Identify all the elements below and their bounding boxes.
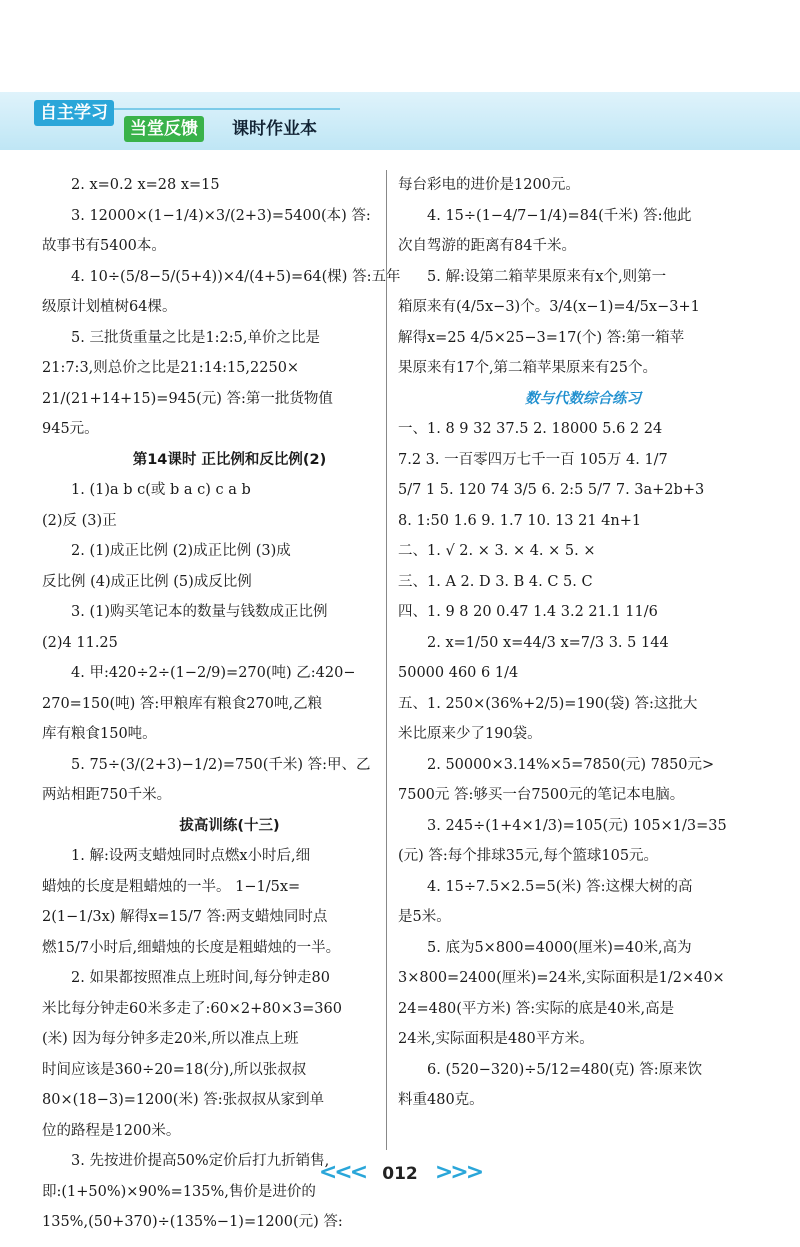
text-line: 即:(1+50%)×90%=135%,售价是进价的 [42, 1183, 316, 1200]
text-line: (2)反 (3)正 [42, 512, 117, 529]
text-line: 80×(18−3)=1200(米) 答:张叔叔从家到单 [42, 1092, 325, 1108]
text-line: (元) 答:每个排球35元,每个篮球105元。 [398, 848, 659, 864]
text-line: 270=150(吨) 答:甲粮库有粮食270吨,乙粮 [42, 695, 323, 712]
text-line: 945元。 [42, 421, 99, 437]
text-line: 二、1. √ 2. × 3. × 4. × 5. × [398, 543, 596, 559]
text-line: 2. 50000×3.14%×5=7850(元) 7850元> [427, 756, 715, 773]
text-line: 21/(21+14+15)=945(元) 答:第一批货物值 [42, 390, 333, 407]
text-line: 3. 先按进价提高50%定价后打九折销售, [71, 1153, 330, 1169]
text-line: 3. 12000×(1−1/4)×3/(2+3)=5400(本) 答: [71, 207, 371, 224]
header-band [0, 92, 800, 150]
text-line: 3. 245÷(1+4×1/3)=105(元) 105×1/3=35 [427, 817, 727, 834]
section-heading: 拔高训练(十三) [179, 817, 280, 834]
text-line: 料重480克。 [398, 1092, 484, 1108]
text-line: 4. 甲:420÷2÷(1−2/9)=270(吨) 乙:420− [71, 665, 356, 681]
text-line: 135%,(50+370)÷(135%−1)=1200(元) 答: [42, 1214, 343, 1230]
text-line: 2(1−1/3x) 解得x=15/7 答:两支蜡烛同时点 [42, 909, 328, 925]
text-line: 3×800=2400(厘米)=24米,实际面积是1/2×40× [398, 970, 725, 986]
header-tag-self-study: 自主学习 [34, 100, 114, 126]
text-line: 7500元 答:够买一台7500元的笔记本电脑。 [398, 787, 685, 803]
text-line: (米) 因为每分钟多走20米,所以准点上班 [42, 1031, 299, 1047]
text-line: 50000 460 6 1/4 [398, 665, 519, 681]
text-line: 库有粮食150吨。 [42, 726, 157, 742]
text-line: 5. 解:设第二箱苹果原来有x个,则第一 [427, 268, 667, 285]
text-line: 位的路程是1200米。 [42, 1122, 181, 1139]
text-line: 4. 10÷(5/8−5/(5+4))×4/(4+5)=64(棵) 答:五年 [71, 268, 401, 285]
text-line: 故事书有5400本。 [42, 238, 166, 254]
left-column [42, 170, 417, 1238]
text-line: 5. 三批货重量之比是1:2:5,单价之比是 [71, 329, 320, 346]
text-line: 5/7 1 5. 120 74 3/5 6. 2:5 5/7 7. 3a+2b+3 [398, 482, 705, 498]
text-line: 箱原来有(4/5x−3)个。3/4(x−1)=4/5x−3+1 [398, 299, 700, 315]
text-line: 是5米。 [398, 909, 451, 925]
text-line: 5. 75÷(3/(2+3)−1/2)=750(千米) 答:甲、乙 [71, 756, 371, 773]
section-heading: 第14课时 正比例和反比例(2) [132, 451, 327, 468]
right-column [398, 170, 768, 1116]
text-line: 四、1. 9 8 20 0.47 1.4 3.2 21.1 11/6 [398, 604, 658, 620]
right-arrows-icon: >>> [434, 1160, 482, 1185]
text-line: (2)4 11.25 [42, 634, 118, 651]
text-line: 21:7:3,则总价之比是21:14:15,2250× [42, 360, 300, 376]
text-line: 时间应该是360÷20=18(分),所以张叔叔 [42, 1061, 307, 1078]
page-number: 012 [382, 1164, 418, 1184]
text-line: 燃15/7小时后,细蜡烛的长度是粗蜡烛的一半。 [42, 939, 341, 956]
text-line: 两站相距750千米。 [42, 787, 172, 803]
text-line: 三、1. A 2. D 3. B 4. C 5. C [398, 573, 593, 590]
text-line: 果原来有17个,第二箱苹果原来有25个。 [398, 360, 658, 376]
header-title: 课时作业本 [232, 119, 317, 139]
text-line: 2. x=0.2 x=28 x=15 [71, 177, 220, 193]
text-line: 解得x=25 4/5×25−3=17(个) 答:第一箱苹 [398, 329, 685, 346]
text-line: 1. (1)a b c(或 b a c) c a b [71, 482, 251, 498]
text-line: 24=480(平方米) 答:实际的底是40米,高是 [398, 1000, 675, 1017]
text-line: 3. (1)购买笔记本的数量与钱数成正比例 [71, 604, 328, 620]
text-line: 7.2 3. 一百零四万七千一百 105万 4. 1/7 [398, 451, 668, 468]
text-line: 米比每分钟走60米多走了:60×2+80×3=360 [42, 1000, 342, 1017]
text-line: 2. 如果都按照准点上班时间,每分钟走80 [71, 970, 331, 986]
text-line: 5. 底为5×800=4000(厘米)=40米,高为 [427, 939, 692, 956]
text-line: 米比原来少了190袋。 [398, 726, 542, 742]
text-line: 蜡烛的长度是粗蜡烛的一半。 1−1/5x= [42, 878, 301, 895]
text-line: 4. 15÷(1−4/7−1/4)=84(千米) 答:他此 [427, 207, 692, 224]
text-line: 24米,实际面积是480平方米。 [398, 1031, 594, 1047]
text-line: 级原计划植树64棵。 [42, 299, 177, 315]
text-line: 每台彩电的进价是1200元。 [398, 177, 580, 193]
text-line: 6. (520−320)÷5/12=480(克) 答:原来饮 [427, 1061, 703, 1078]
header-rule [110, 108, 340, 110]
text-line: 一、1. 8 9 32 37.5 2. 18000 5.6 2 24 [398, 421, 663, 437]
left-arrows-icon: <<< [318, 1160, 366, 1185]
text-line: 五、1. 250×(36%+2/5)=190(袋) 答:这批大 [398, 695, 698, 712]
text-line: 反比例 (4)成正比例 (5)成反比例 [42, 573, 252, 590]
header-tag-feedback: 当堂反馈 [124, 116, 204, 142]
text-line: 2. (1)成正比例 (2)成正比例 (3)成 [71, 543, 291, 559]
text-line: 1. 解:设两支蜡烛同时点燃x小时后,细 [71, 848, 311, 864]
text-line: 2. x=1/50 x=44/3 x=7/3 3. 5 144 [427, 634, 669, 651]
text-line: 次自驾游的距离有84千米。 [398, 238, 576, 254]
page-footer [0, 1160, 800, 1185]
text-line: 8. 1:50 1.6 9. 1.7 10. 13 21 4n+1 [398, 512, 642, 529]
text-line: 4. 15÷7.5×2.5=5(米) 答:这棵大树的高 [427, 878, 693, 895]
section-heading: 数与代数综合练习 [525, 390, 641, 407]
